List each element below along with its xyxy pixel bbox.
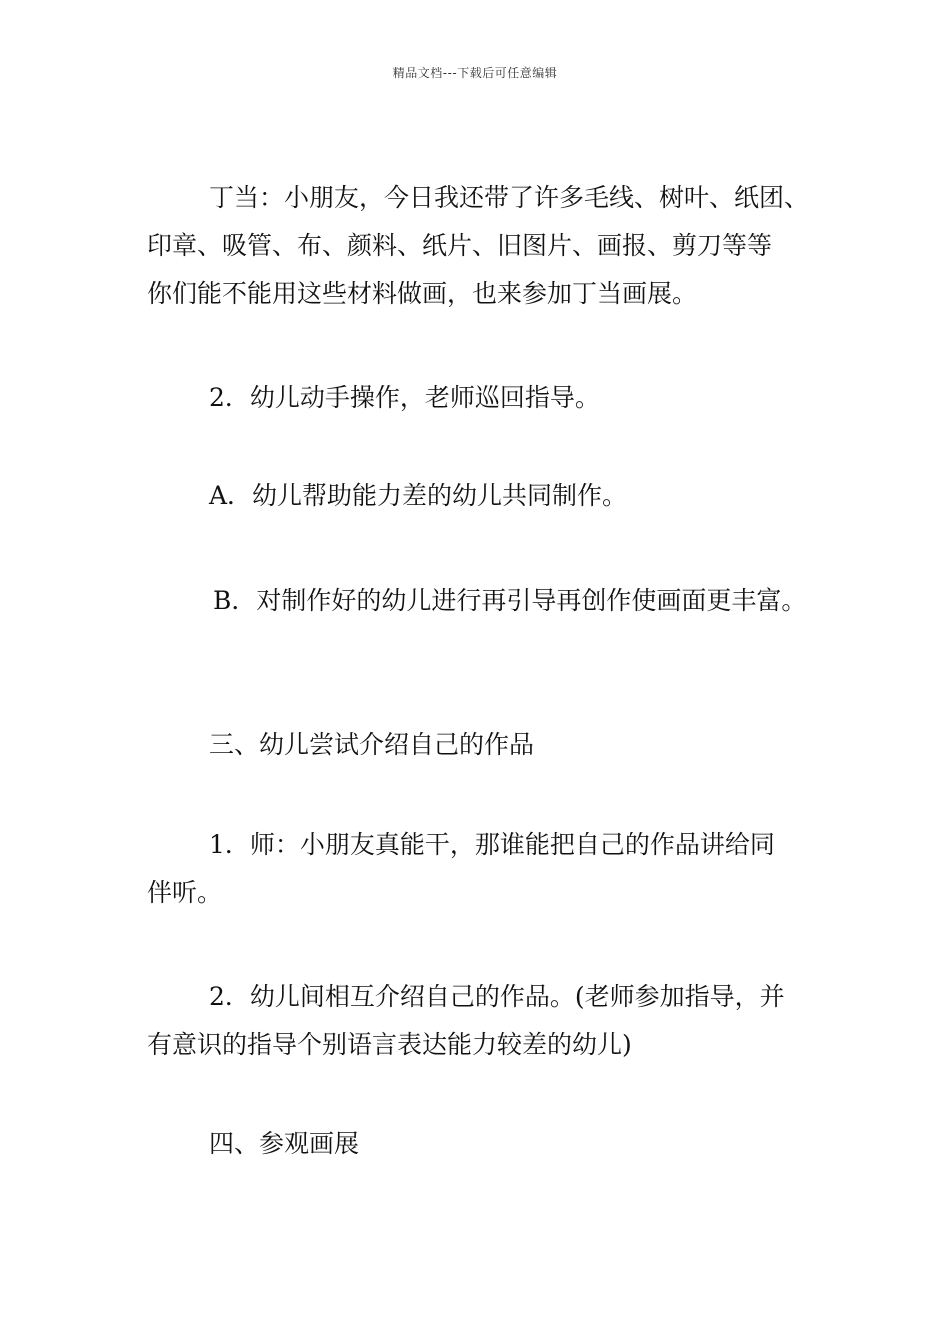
section-heading-text: 四、参观画展 bbox=[209, 1129, 360, 1158]
paragraph-line: 1．师：小朋友真能干，那谁能把自己的作品讲给同 bbox=[209, 830, 775, 859]
paragraph-line: 2．幼儿间相互介绍自己的作品。(老师参加指导，并 bbox=[209, 982, 785, 1011]
section-heading-4 bbox=[147, 1120, 837, 1168]
paragraph-line: 有意识的指导个别语言表达能力较差的幼儿) bbox=[147, 1030, 632, 1059]
paragraph-step-2-operation bbox=[147, 374, 837, 422]
paragraph-item-b bbox=[147, 577, 837, 625]
paragraph-teacher-question bbox=[147, 821, 837, 917]
paragraph-dingdang-speech bbox=[147, 174, 837, 318]
paragraph-mutual-introduction bbox=[147, 973, 837, 1069]
paragraph-line: 2．幼儿动手操作，老师巡回指导。 bbox=[209, 383, 600, 412]
paragraph-line: 伴听。 bbox=[147, 878, 223, 907]
section-heading-text: 三、幼儿尝试介绍自己的作品 bbox=[209, 730, 535, 759]
page-header: 精品文档---下载后可任意编辑 bbox=[392, 66, 558, 80]
paragraph-item-a bbox=[147, 472, 837, 520]
paragraph-line: A．幼儿帮助能力差的幼儿共同制作。 bbox=[209, 481, 628, 510]
paragraph-line: B．对制作好的幼儿进行再引导再创作使画面更丰富。 bbox=[213, 586, 807, 615]
paragraph-line: 丁当：小朋友，今日我还带了许多毛线、树叶、纸团、 bbox=[209, 183, 810, 212]
paragraph-line: 你们能不能用这些材料做画，也来参加丁当画展。 bbox=[147, 279, 698, 308]
section-heading-3 bbox=[147, 721, 837, 769]
paragraph-line: 印章、吸管、布、颜料、纸片、旧图片、画报、剪刀等等 bbox=[147, 231, 773, 260]
